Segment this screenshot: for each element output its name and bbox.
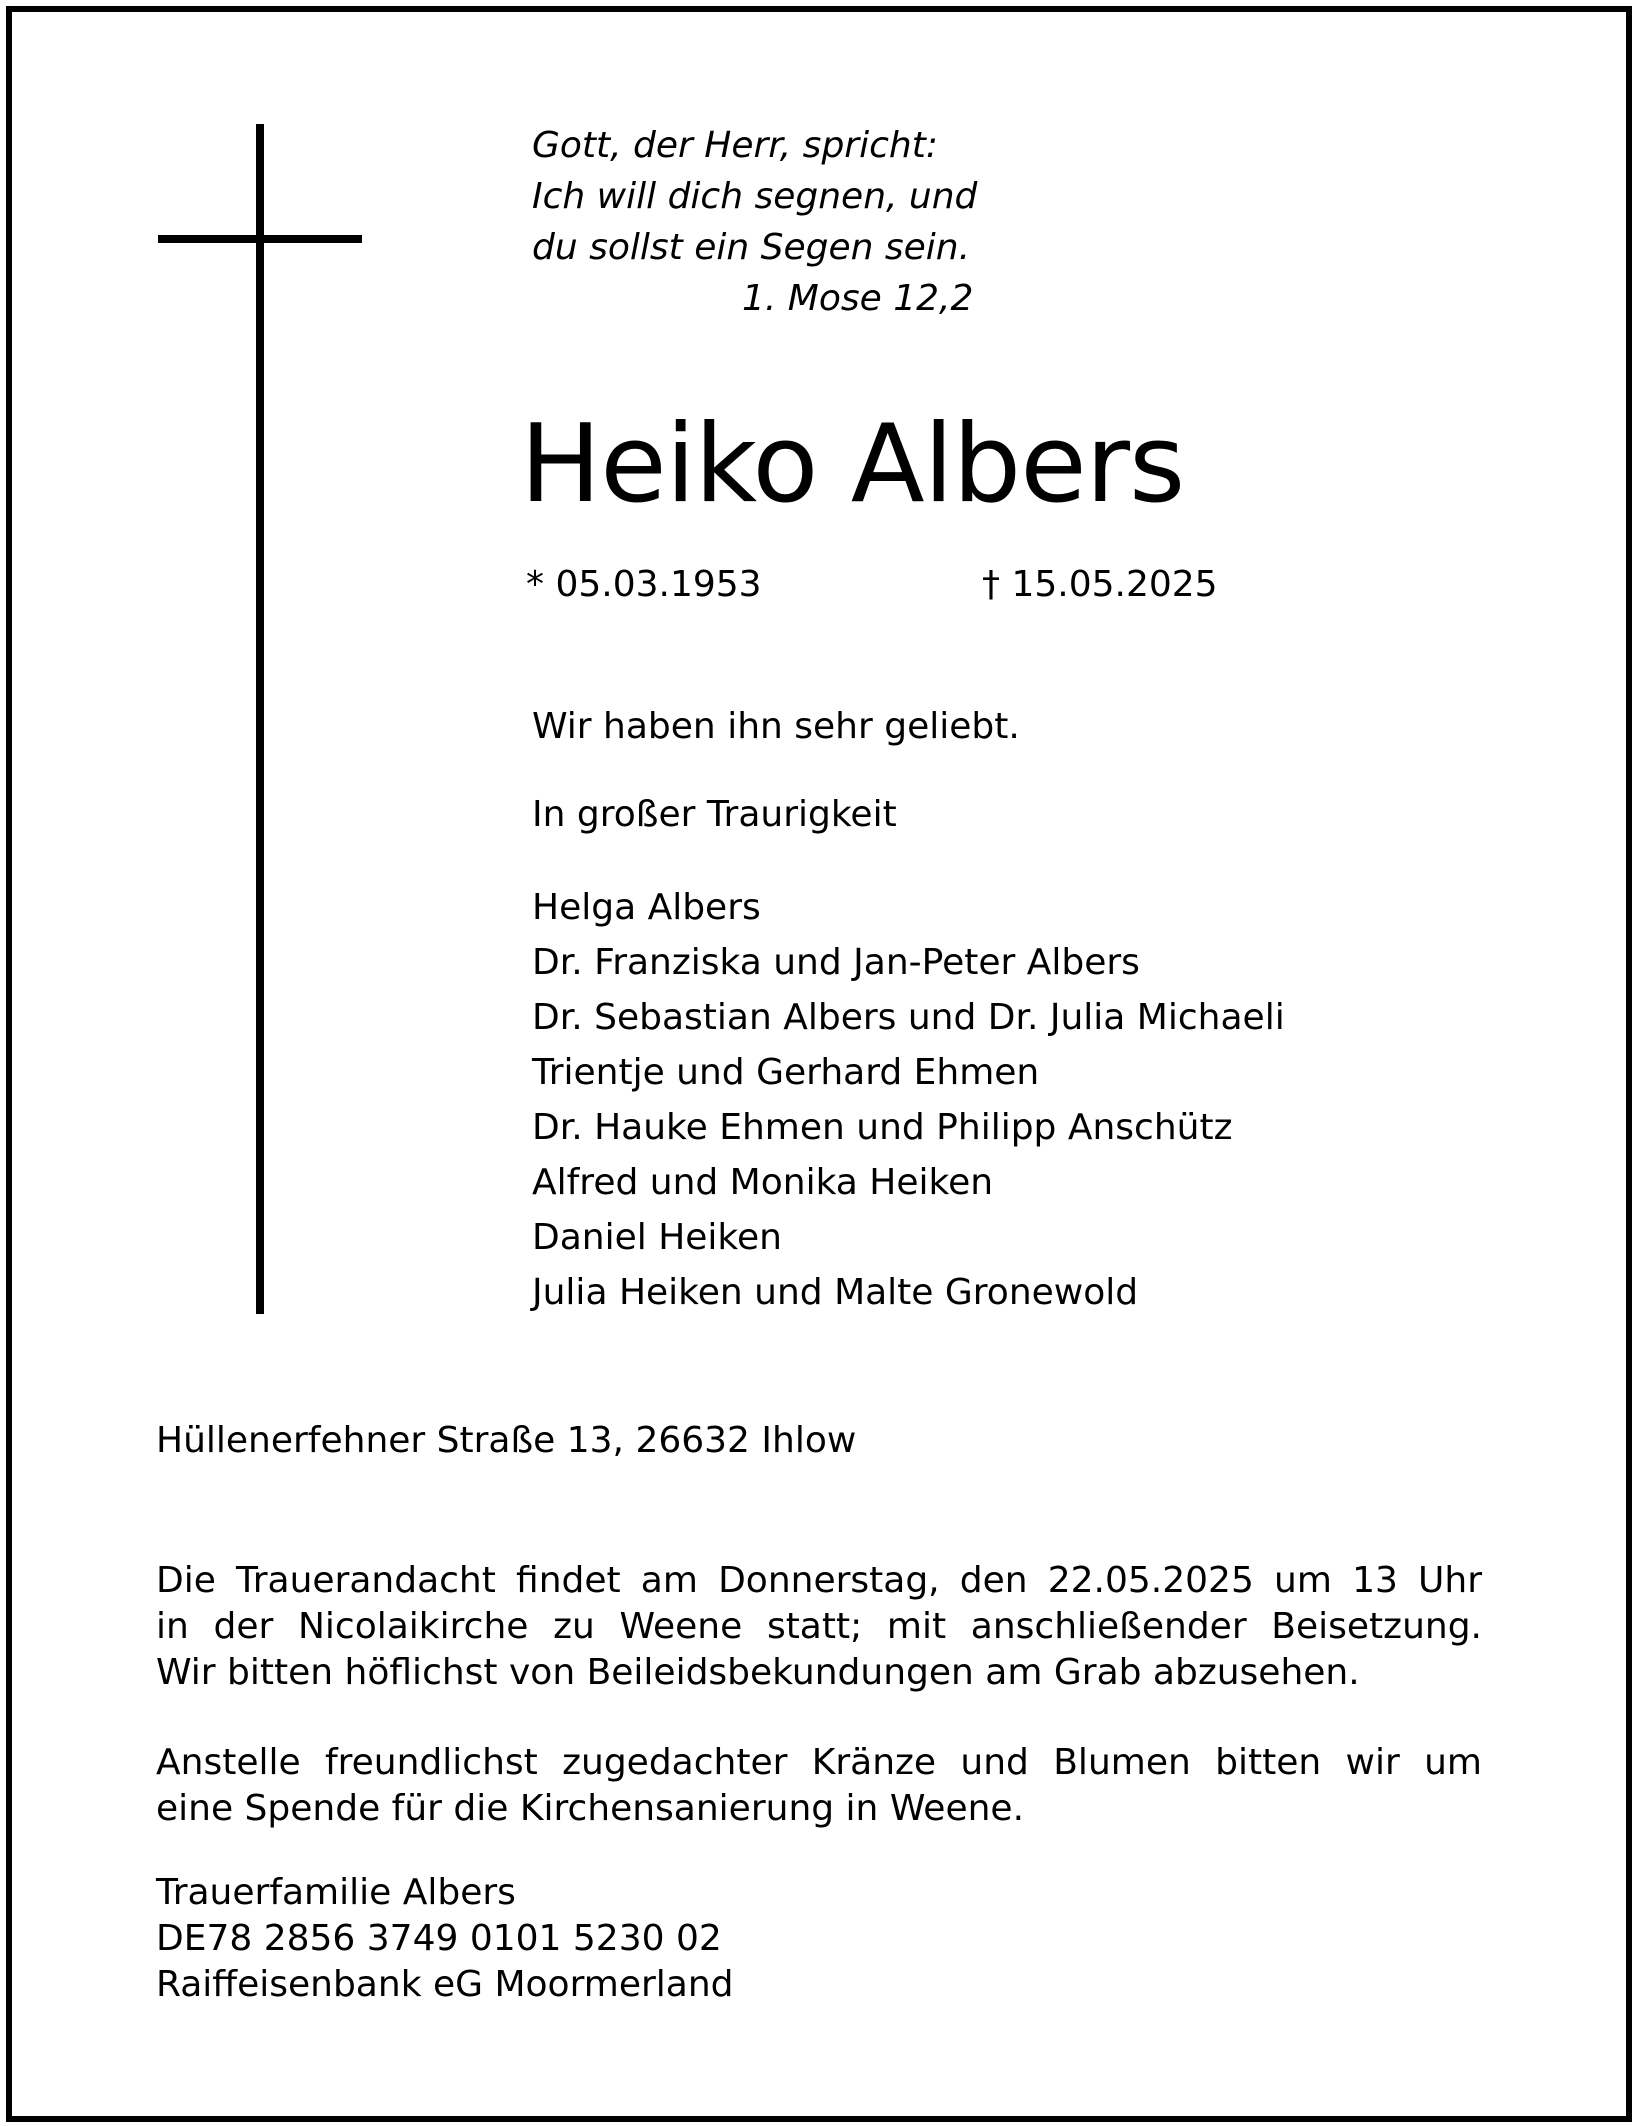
deceased-name: Heiko Albers [520, 402, 1185, 527]
bible-verse [532, 120, 1132, 324]
list-item: Helga Albers [532, 887, 761, 928]
cross-icon-vertical-bar [256, 124, 264, 1314]
verse-line: du sollst ein Segen sein. [532, 227, 971, 268]
birth-date: * 05.03.1953 [526, 564, 762, 605]
mourner-list [532, 880, 1285, 1320]
iban: DE78 2856 3749 0101 5230 02 [156, 1918, 722, 1959]
donation-request [156, 1740, 1482, 1832]
bank-details [156, 1870, 734, 2008]
service-line: in der Nicolaikirche zu Weene statt; mit anschließender Beisetzung. [156, 1606, 1482, 1647]
beloved-message: Wir haben ihn sehr geliebt. [532, 706, 1020, 747]
list-item: Dr. Franziska und Jan-Peter Albers [532, 942, 1140, 983]
list-item: Dr. Sebastian Albers und Dr. Julia Michaeli [532, 997, 1285, 1038]
verse-line: Ich will dich segnen, und [532, 176, 978, 217]
donation-line: eine Spende für die Kirchensanierung in Weene. [156, 1788, 1025, 1829]
bank-name: Raiffeisenbank eG Moormerland [156, 1964, 734, 2005]
service-line: Wir bitten höflichst von Beileidsbekundungen am Grab abzusehen. [156, 1652, 1360, 1693]
list-item: Julia Heiken und Malte Gronewold [532, 1272, 1139, 1313]
list-item: Alfred und Monika Heiken [532, 1162, 994, 1203]
list-item: Daniel Heiken [532, 1217, 782, 1258]
verse-reference: 1. Mose 12,2 [742, 278, 974, 319]
service-line: Die Trauerandacht findet am Donnerstag, den 22.05.2025 um 13 Uhr [156, 1560, 1482, 1601]
account-holder: Trauerfamilie Albers [156, 1872, 516, 1913]
sadness-message: In großer Traurigkeit [532, 794, 897, 835]
donation-line: Anstelle freundlichst zugedachter Kränze und Blumen bitten wir um [156, 1742, 1482, 1783]
family-address: Hüllenerfehner Straße 13, 26632 Ihlow [156, 1420, 857, 1461]
service-announcement [156, 1558, 1482, 1696]
list-item: Trientje und Gerhard Ehmen [532, 1052, 1040, 1093]
death-date: † 15.05.2025 [982, 564, 1218, 605]
list-item: Dr. Hauke Ehmen und Philipp Anschütz [532, 1107, 1233, 1148]
verse-line: Gott, der Herr, spricht: [532, 125, 938, 166]
cross-icon-horizontal-bar [158, 235, 362, 243]
